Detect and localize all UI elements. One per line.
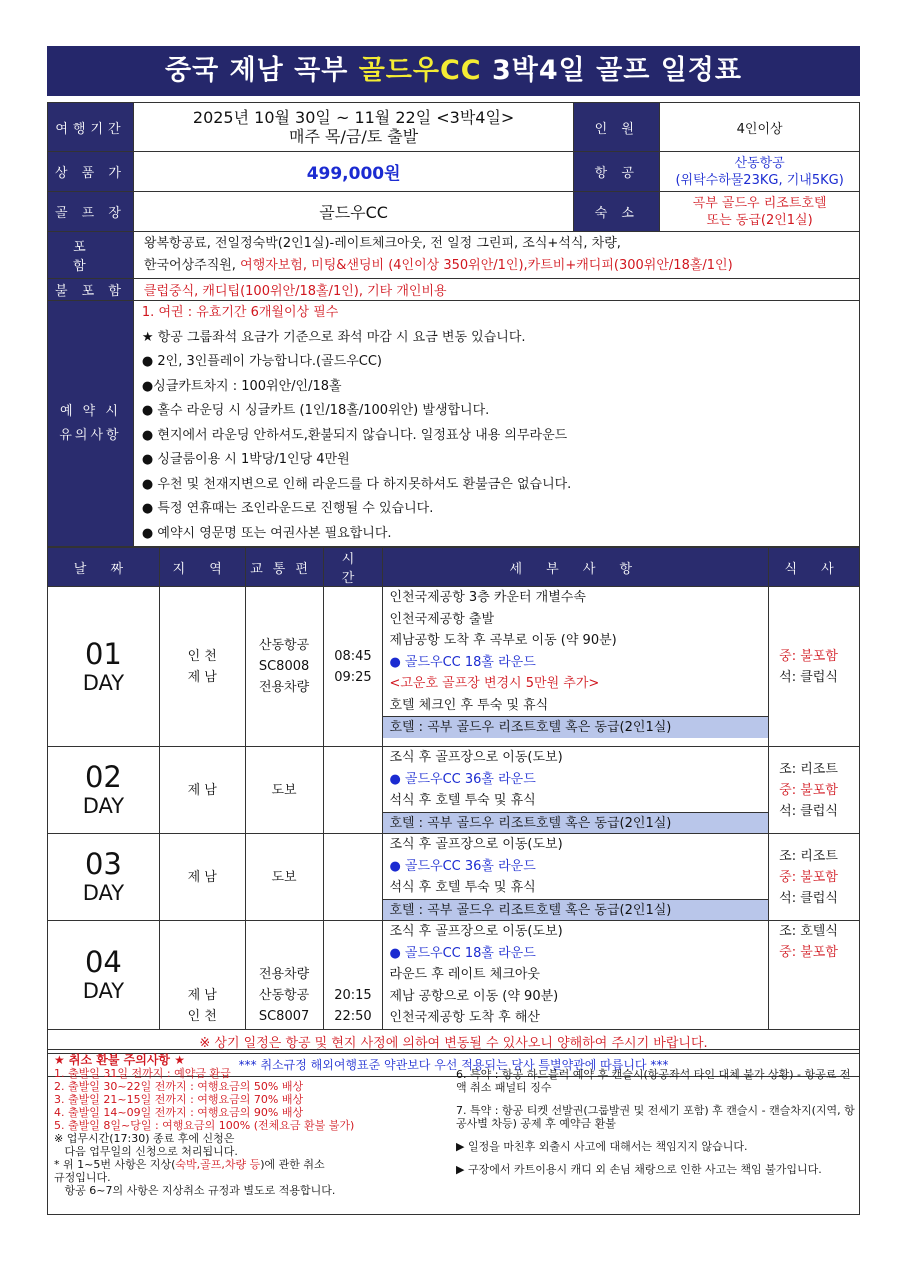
schedule-row xyxy=(48,834,860,921)
detail-line: 인천국제공항 도착 후 해산 xyxy=(389,1010,540,1025)
local-note-b: )에 관한 취소 xyxy=(260,1158,325,1171)
period-dates: 2025년 10월 30일 ~ 11월 22일 <3박4일> xyxy=(192,108,515,127)
transport: 산동항공 xyxy=(258,987,310,1003)
airline-name: 산동항공 xyxy=(734,155,785,171)
hotel-line: 호텔 : 곡부 골드우 리조트호텔 혹은 동급(2인1실) xyxy=(383,899,768,921)
details-cell xyxy=(383,834,769,921)
time-cell xyxy=(323,587,383,747)
passport-note: 1. 여권 : 유효기간 6개월이상 필수 xyxy=(141,305,339,320)
day-number: 04 xyxy=(84,944,122,979)
included-label: 포 함 xyxy=(48,232,134,279)
transport: SC8007 xyxy=(258,1008,310,1024)
price-value: 499,000원 xyxy=(133,152,573,192)
schedule-table xyxy=(47,547,860,1077)
detail-line: 제남 공항으로 이동 (약 90분) xyxy=(389,988,559,1004)
meals-cell xyxy=(769,834,860,921)
office-note-1: ※ 업무시간(17:30) 종료 후에 신청은 xyxy=(54,1132,235,1145)
course-change-note: <고운호 골프장 변경시 5만원 추가> xyxy=(389,676,600,691)
transport: 도보 xyxy=(271,869,297,885)
notes-item: ● 우천 및 천재지변으로 인해 라운드를 다 하지못하셔도 환불금은 없습니다. xyxy=(141,476,572,492)
golf-label: 골 프 장 xyxy=(48,192,134,232)
detail-line: 조식 후 골프장으로 이동(도보) xyxy=(389,924,563,939)
hotel-label: 숙 소 xyxy=(574,192,660,232)
day-number: 01 xyxy=(84,636,122,671)
schedule-row xyxy=(48,587,860,747)
transport: SC8008 xyxy=(258,659,310,674)
day-word: DAY xyxy=(82,794,125,818)
cancel-rule: 5. 출발일 8일~당일 : 여행요금의 100% (전체요금 환불 불가) xyxy=(54,1119,355,1132)
time: 22:50 xyxy=(334,1008,372,1024)
info-table xyxy=(47,102,860,547)
hotel-line: 호텔 : 곡부 골드우 리조트호텔 혹은 동급(2인1실) xyxy=(383,716,768,738)
details-cell xyxy=(383,587,769,747)
notes-item: ★ 항공 그룹좌석 요금가 기준으로 좌석 마감 시 요금 변동 있습니다. xyxy=(141,329,526,345)
detail-line: 제남공항 도착 후 곡부로 이동 (약 90분) xyxy=(389,633,617,648)
golf-round: ● 골드우CC 36홀 라운드 xyxy=(389,858,536,874)
local-note-2: 규정입니다. xyxy=(54,1171,111,1184)
time-cell xyxy=(323,921,383,1030)
meal-item: 석: 클럽식 xyxy=(779,669,838,685)
airline-baggage: (위탁수하물23KG, 기내5KG) xyxy=(675,172,844,188)
cancel-rule: 3. 출발일 21~15일 전까지 : 여행요금의 70% 배상 xyxy=(54,1093,304,1106)
transport-cell xyxy=(245,587,323,747)
schedule-header: 날 짜 xyxy=(48,548,160,587)
local-note-a: * 위 1~5번 사항은 지상( xyxy=(54,1158,176,1171)
price-label: 상 품 가 xyxy=(48,152,134,192)
excluded-label: 불 포 함 xyxy=(48,279,134,301)
region: 인 천 xyxy=(187,1008,217,1024)
detail-line: 석식 후 호텔 투숙 및 휴식 xyxy=(389,793,536,808)
details-cell xyxy=(383,921,769,1030)
schedule-header: 세 부 사 항 xyxy=(383,548,769,587)
golf-round: ● 골드우CC 36홀 라운드 xyxy=(389,771,536,787)
hotel-name: 곡부 골드우 리조트호텔 xyxy=(692,195,827,211)
excluded-value: 클럽중식, 캐디팁(100위안/18홀/1인), 기타 개인비용 xyxy=(133,279,859,301)
meal-item: 석: 클럽식 xyxy=(779,890,838,906)
day-cell xyxy=(48,834,160,921)
region: 제 남 xyxy=(187,782,217,798)
notes-item: ● 2인, 3인플레이 가능합니다.(골드우CC) xyxy=(141,354,383,369)
special-term: ▶ 일정을 마친후 외출시 사고에 대해서는 책임지지 않습니다. xyxy=(456,1140,748,1153)
schedule-header: 지 역 xyxy=(159,548,245,587)
meal-item: 석: 클럽식 xyxy=(779,803,838,819)
meal-item: 중: 불포함 xyxy=(779,869,838,885)
day-number: 03 xyxy=(84,847,122,881)
detail-line: 인천국제공항 3층 카운터 개별수속 xyxy=(389,590,586,605)
details-cell xyxy=(383,747,769,834)
transport-cell xyxy=(245,921,323,1030)
notes-label-2: 유의사항 xyxy=(59,427,122,443)
period-label: 여행기간 xyxy=(48,103,134,152)
region-cell xyxy=(159,587,245,747)
day-number: 02 xyxy=(84,760,122,794)
airline-label: 항 공 xyxy=(574,152,660,192)
included-line2a: 한국어상주직원, xyxy=(143,258,241,273)
schedule-row xyxy=(48,921,860,1030)
special-term: 6. 특약 : 항공 하드블럭 예약 후 캔슬시(항공좌석 타인 대체 불가 상황) - 항공료 전액 취소 패널티 징수 xyxy=(456,1068,851,1094)
day-cell xyxy=(48,747,160,834)
people-value: 4인이상 xyxy=(660,103,860,152)
hotel-line: 호텔 : 곡부 골드우 리조트호텔 혹은 동급(2인1실) xyxy=(383,812,768,834)
detail-line: 라운드 후 레이트 체크아웃 xyxy=(389,967,540,982)
cancel-rule: 4. 출발일 14~09일 전까지 : 여행요금의 90% 배상 xyxy=(54,1106,304,1119)
notes-item: ● 특정 연휴때는 조인라운드로 진행될 수 있습니다. xyxy=(141,501,434,516)
golf-value: 골드우CC xyxy=(133,192,573,232)
cancel-rule: 1. 출발일 31일 전까지 : 예약금 환급 xyxy=(54,1067,231,1080)
cancel-policy xyxy=(47,1049,860,1215)
detail-line: 호텔 체크인 후 투숙 및 휴식 xyxy=(389,697,549,713)
notes-item: ● 예약시 영문명 또는 여권사본 필요합니다. xyxy=(141,525,392,541)
meal-item: 조: 호텔식 xyxy=(779,924,838,939)
meal-item: 중: 불포함 xyxy=(779,945,838,960)
schedule-header: 시 간 xyxy=(323,548,383,587)
time: 20:15 xyxy=(334,987,372,1003)
transport-cell xyxy=(245,747,323,834)
region: 제 남 xyxy=(187,987,217,1003)
day-cell xyxy=(48,921,160,1030)
local-note-red: 숙박,골프,차량 등 xyxy=(175,1158,261,1171)
day-word: DAY xyxy=(82,881,125,905)
meals-cell xyxy=(769,921,860,1030)
golf-round: ● 골드우CC 18홀 라운드 xyxy=(389,654,536,670)
hotel-alt: 또는 동급(2인1실) xyxy=(706,212,813,228)
notes-item: ● 싱글룸이용 시 1박당/1인당 4만원 xyxy=(141,452,350,467)
detail-line: 조식 후 골프장으로 이동(도보) xyxy=(389,750,563,765)
time-cell xyxy=(323,834,383,921)
period-days: 매주 목/금/토 출발 xyxy=(289,127,419,146)
meal-item: 중: 불포함 xyxy=(779,648,838,664)
detail-line: 조식 후 골프장으로 이동(도보) xyxy=(389,837,563,852)
region-cell xyxy=(159,921,245,1030)
meals-cell xyxy=(769,587,860,747)
time: 08:45 xyxy=(334,648,372,664)
region-cell xyxy=(159,747,245,834)
included-line2b: 여행자보험, 미팅&샌딩비 (4인이상 350위안/1인),카트비+캐디피(300위안/18홀/1인) xyxy=(240,258,733,273)
detail-line: 인천국제공항 출발 xyxy=(389,611,495,627)
region: 제 남 xyxy=(187,869,217,885)
cancel-title: ★ 취소 환불 주의사항 ★ xyxy=(54,1053,185,1067)
transport: 도보 xyxy=(271,782,297,798)
included-line1: 왕복항공료, 전일정숙박(2인1실)-레이트체크아웃, 전 일정 그린피, 조식+석식, 차량, xyxy=(143,236,621,251)
time: 09:25 xyxy=(334,669,372,685)
transport: 산동항공 xyxy=(258,638,310,653)
schedule-header: 식 사 xyxy=(769,548,860,587)
schedule-row xyxy=(48,747,860,834)
region: 인 천 xyxy=(187,648,217,664)
transport-cell xyxy=(245,834,323,921)
meal-item: 조: 리조트 xyxy=(779,848,838,864)
detail-line: 석식 후 호텔 투숙 및 휴식 xyxy=(389,880,536,895)
meal-item: 조: 리조트 xyxy=(779,761,838,777)
cancel-rule: 2. 출발일 30~22일 전까지 : 여행요금의 50% 배상 xyxy=(54,1080,304,1093)
notes-item: ●싱글카트차지 : 100위안/인/18홀 xyxy=(141,378,342,394)
notice-terms: *** 취소규정 해외여행표준 약관보다 우선 적용되는 당사 특별약관에 따릅니다 *** xyxy=(48,1053,860,1076)
local-note-3: 항공 6~7의 사항은 지상취소 규정과 별도로 적용합니다. xyxy=(54,1184,336,1197)
day-cell xyxy=(48,587,160,747)
special-term: 7. 특약 : 항공 티켓 선발권(그룹발권 및 전세기 포함) 후 캔슬시 - 캔슬차지(지역, 항공사별 차등) 공제 후 예약금 환불 xyxy=(456,1104,855,1130)
page-title: 중국 제남 곡부 골드우CC 3박4일 골프 일정표 xyxy=(47,46,860,96)
meal-item: 중: 불포함 xyxy=(779,782,838,798)
region: 제 남 xyxy=(187,669,217,685)
transport: 전용차량 xyxy=(258,966,310,982)
meals-cell xyxy=(769,747,860,834)
time-cell xyxy=(323,747,383,834)
notes-item: ● 홀수 라운딩 시 싱글카트 (1인/18홀/100위안) 발생합니다. xyxy=(141,403,490,418)
notes-label-1: 예 약 시 xyxy=(59,403,121,419)
schedule-header: 교통편 xyxy=(245,548,323,587)
notice-change: ※ 상기 일정은 항공 및 현지 사정에 의하여 변동될 수 있사오니 양해하여 주시기 바랍니다. xyxy=(48,1029,860,1053)
day-word: DAY xyxy=(82,978,125,1003)
region-cell xyxy=(159,834,245,921)
notes-item: ● 현지에서 라운딩 안하셔도,환불되지 않습니다. 일정표상 내용 의무라운드 xyxy=(141,427,568,443)
transport: 전용차량 xyxy=(258,680,310,695)
office-note-2: 다음 업무일의 신청으로 처리됩니다. xyxy=(54,1145,238,1158)
special-term: ▶ 구장에서 카트이용시 캐디 외 손님 채랑으로 인한 사고는 책임 불가입니다. xyxy=(456,1163,822,1176)
golf-round: ● 골드우CC 18홀 라운드 xyxy=(389,945,536,961)
day-word: DAY xyxy=(82,670,125,695)
people-label: 인 원 xyxy=(574,103,660,152)
